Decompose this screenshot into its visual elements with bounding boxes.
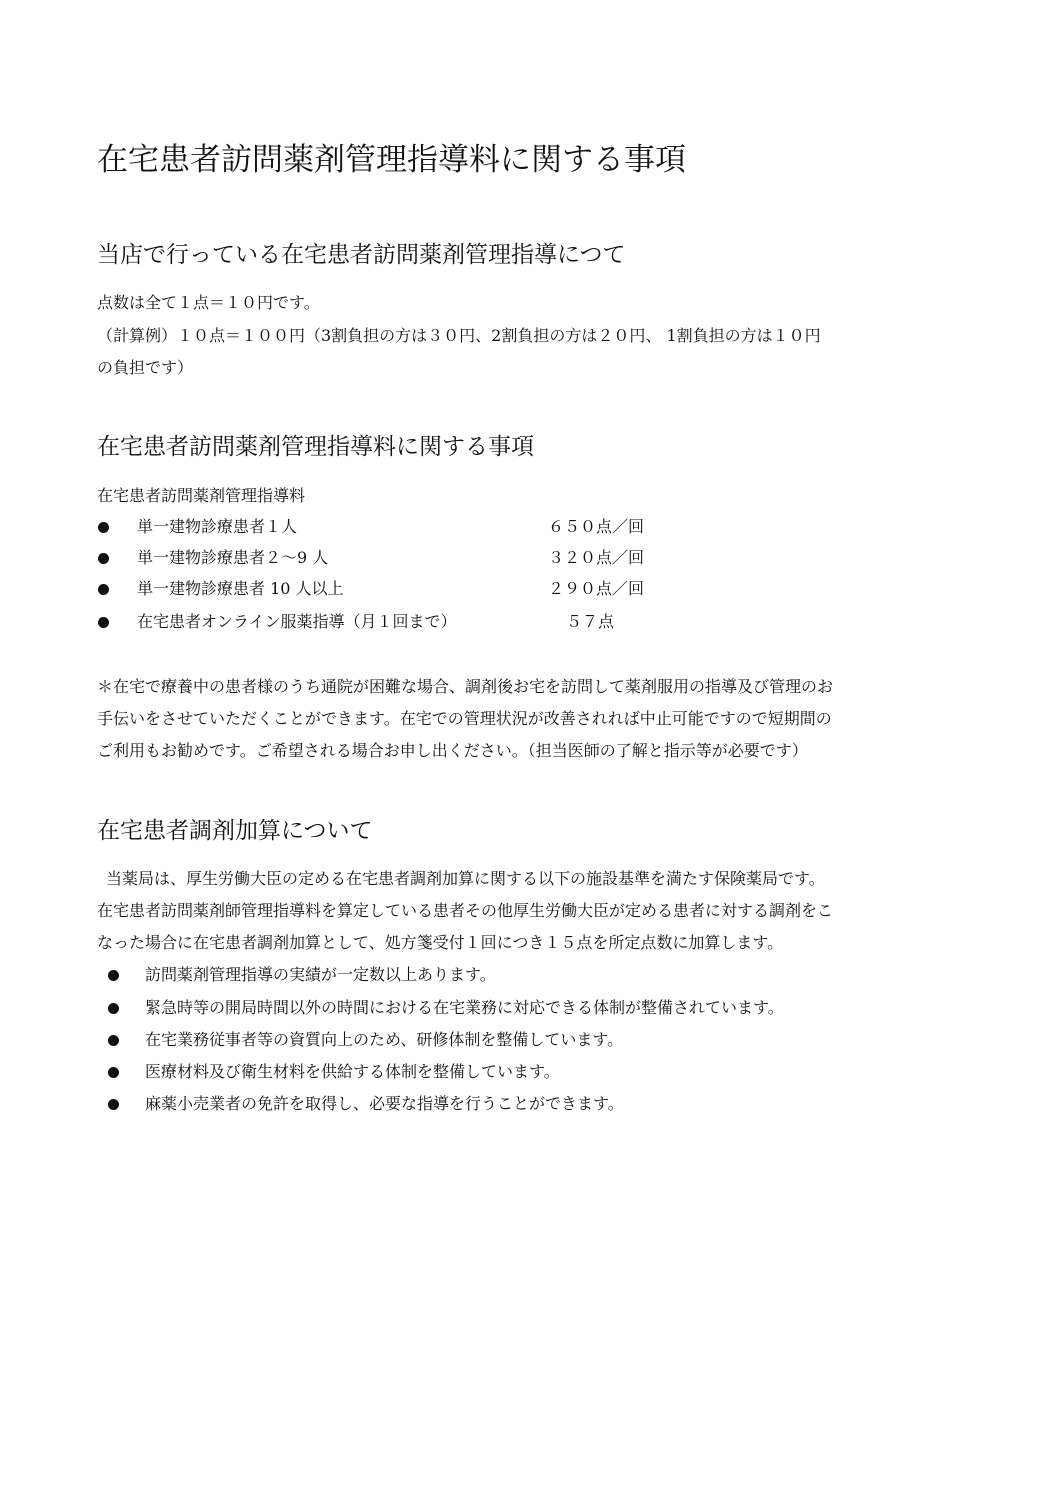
intro-line-3: なった場合に在宅患者調剤加算として、処方箋受付１回につき１５点を所定点数に加算します。 — [97, 933, 784, 952]
fee-value: ３２０点／回 — [548, 548, 645, 567]
note-line-1: ＊在宅で療養中の患者様のうち通院が困難な場合、調剤後お宅を訪問して薬剤服用の指導及び管理のお — [97, 677, 834, 696]
bullet-icon — [108, 1003, 119, 1014]
bullet-icon — [98, 522, 109, 533]
points-line: 点数は全て１点＝１０円です。 — [97, 293, 320, 312]
section2-heading: 在宅患者訪問薬剤管理指導料に関する事項 — [97, 434, 534, 460]
bullet-icon — [98, 617, 109, 628]
intro-line-2: 在宅患者訪問薬剤師管理指導料を算定している患者その他厚生労働大臣が定める患者に対する調剤をこ — [97, 901, 834, 920]
fee-label: 在宅患者オンライン服薬指導（月１回まで） — [137, 612, 457, 631]
list-item-text: 医療材料及び衛生材料を供給する体制を整備しています。 — [145, 1062, 560, 1081]
intro-line-1: 当薬局は、厚生労働大臣の定める在宅患者調剤加算に関する以下の施設基準を満たす保険薬局です。 — [106, 869, 825, 888]
note-line-2: 手伝いをさせていただくことができます。在宅での管理状況が改善されれば中止可能ですので短期間の — [97, 709, 832, 728]
list-item-text: 麻薬小売業者の免許を取得し、必要な指導を行うことができます。 — [145, 1094, 624, 1113]
list-item-text: 訪問薬剤管理指導の実績が一定数以上あります。 — [145, 965, 496, 984]
fee-label: 単一建物診療患者２～9 人 — [137, 548, 329, 567]
fee-value: ６５０点／回 — [548, 517, 645, 536]
section1-heading: 当店で行っている在宅患者訪問薬剤管理指導につて — [97, 242, 626, 268]
list-item-text: 緊急時等の開局時間以外の時間における在宅業務に対応できる体制が整備されています。 — [145, 998, 784, 1017]
fee-value: ５７点 — [566, 612, 615, 631]
fee-subheading: 在宅患者訪問薬剤管理指導料 — [97, 486, 306, 505]
bullet-icon — [98, 553, 109, 564]
section3-heading: 在宅患者調剤加算について — [97, 818, 373, 844]
bullet-icon — [108, 970, 119, 981]
bullet-icon — [108, 1099, 119, 1110]
bullet-icon — [98, 584, 109, 595]
bullet-icon — [108, 1035, 119, 1046]
example-line-2: の負担です） — [97, 358, 194, 377]
note-line-3: ご利用もお勧めです。ご希望される場合お申し出ください。（担当医師の了解と指示等が必要です） — [97, 741, 808, 760]
fee-label: 単一建物診療患者１人 — [137, 517, 298, 536]
bullet-icon — [108, 1067, 119, 1078]
example-line-1: （計算例）１０点＝１００円（3割負担の方は３０円、2割負担の方は２０円、 1割負担の方は１０円 — [97, 326, 821, 345]
fee-label: 単一建物診療患者 10 人以上 — [137, 579, 344, 598]
fee-value: ２９０点／回 — [548, 579, 645, 598]
list-item-text: 在宅業務従事者等の資質向上のため、研修体制を整備しています。 — [145, 1030, 624, 1049]
document-title: 在宅患者訪問薬剤管理指導料に関する事項 — [97, 142, 686, 178]
